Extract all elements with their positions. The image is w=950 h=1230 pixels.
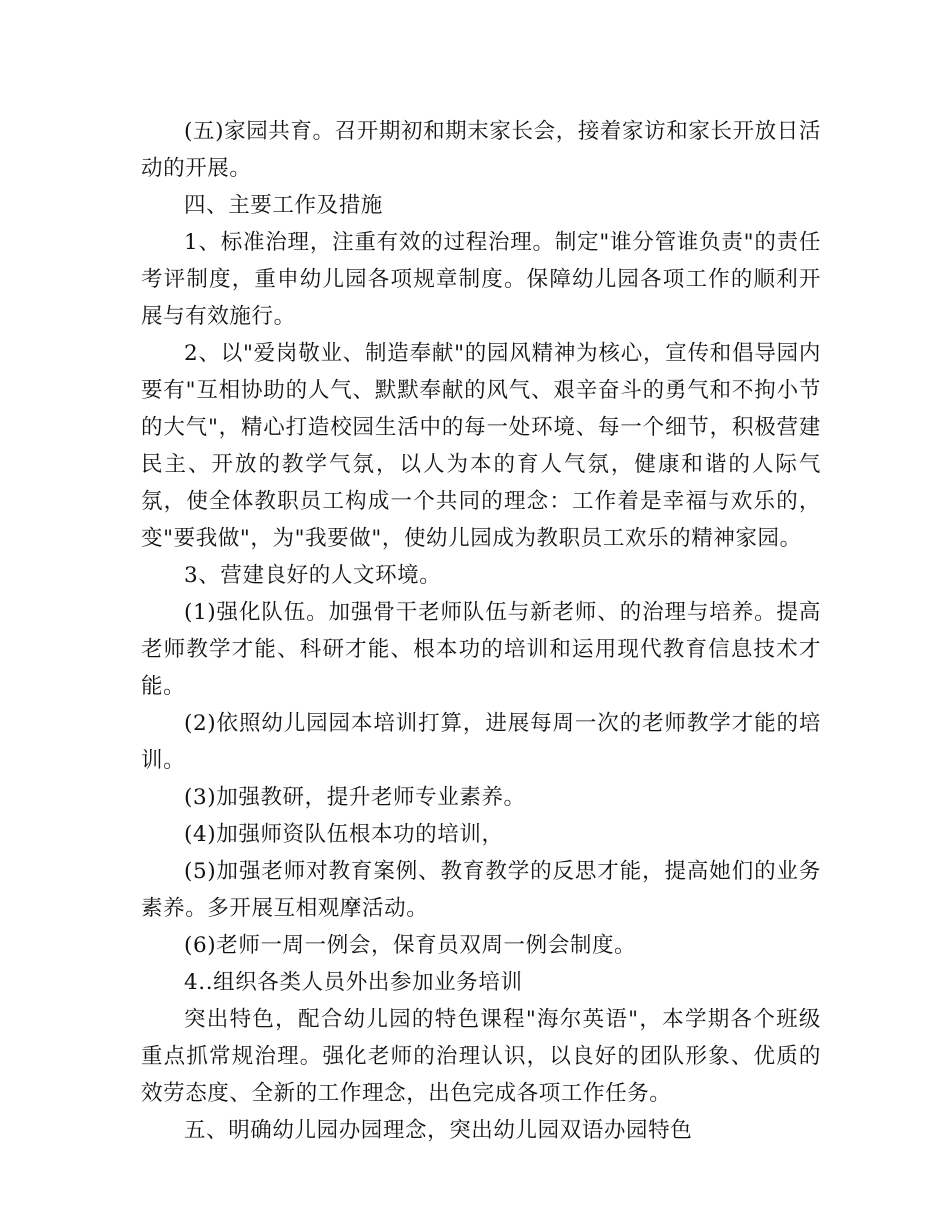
section-heading-main-work: 四、主要工作及措施 — [184, 193, 383, 218]
paragraph-item-1: 1、标准治理，注重有效的过程治理。制定"谁分管谁负责"的责任考评制度，重申幼儿园各项规章制度。保障幼儿园各项工作的顺利开展与有效施行。 — [141, 230, 821, 329]
paragraph-item-3: 3、营建良好的人文环境。 — [184, 563, 442, 588]
paragraph-subitem-2: (2)依照幼儿园园本培训打算，进展每周一次的老师教学才能的培训。 — [141, 711, 821, 773]
paragraph-item-4: 4..组织各类人员外出参加业务培训 — [184, 970, 523, 995]
section-heading-school-philosophy: 五、明确幼儿园办园理念，突出幼儿园双语办园特色 — [184, 1118, 693, 1143]
paragraph-subitem-1: (1)强化队伍。加强骨干老师队伍与新老师、的治理与培养。提高老师教学才能、科研才能、根本功的培训和运用现代教育信息技术才能。 — [141, 600, 821, 699]
paragraph-subitem-3: (3)加强教研，提升老师专业素养。 — [184, 785, 526, 810]
paragraph-highlight-features: 突出特色，配合幼儿园的特色课程"海尔英语"，本学期各个班级重点抓常规治理。强化老师的治理认识，以良好的团队形象、优质的效劳态度、全新的工作理念，出色完成各项工作任务。 — [141, 1007, 821, 1106]
paragraph-item-2: 2、以"爱岗敬业、制造奉献"的园风精神为核心，宣传和倡导园内要有"互相协助的人气、默默奉献的风气、艰辛奋斗的勇气和不拘小节的大气"，精心打造校园生活中的每一处环境、每一个细节，积极营建民主、开放的教学气氛，以人为本的育人气氛，健康和谐的人际气氛，使全体教职员工构成一个共同的理念：工作着是幸福与欢乐的，变"要我做"，为"我要做"，使幼儿园成为教职员工欢乐的精神家园。 — [141, 341, 821, 551]
paragraph-subitem-4: (4)加强师资队伍根本功的培训， — [184, 822, 504, 847]
document-body — [141, 113, 821, 1149]
paragraph-subitem-5: (5)加强老师对教育案例、教育教学的反思才能，提高她们的业务素养。多开展互相观摩活动。 — [141, 859, 821, 921]
paragraph-subitem-6: (6)老师一周一例会，保育员双周一例会制度。 — [184, 933, 637, 958]
paragraph-home-school-cooperation: (五)家园共育。召开期初和期末家长会，接着家访和家长开放日活动的开展。 — [141, 119, 821, 181]
